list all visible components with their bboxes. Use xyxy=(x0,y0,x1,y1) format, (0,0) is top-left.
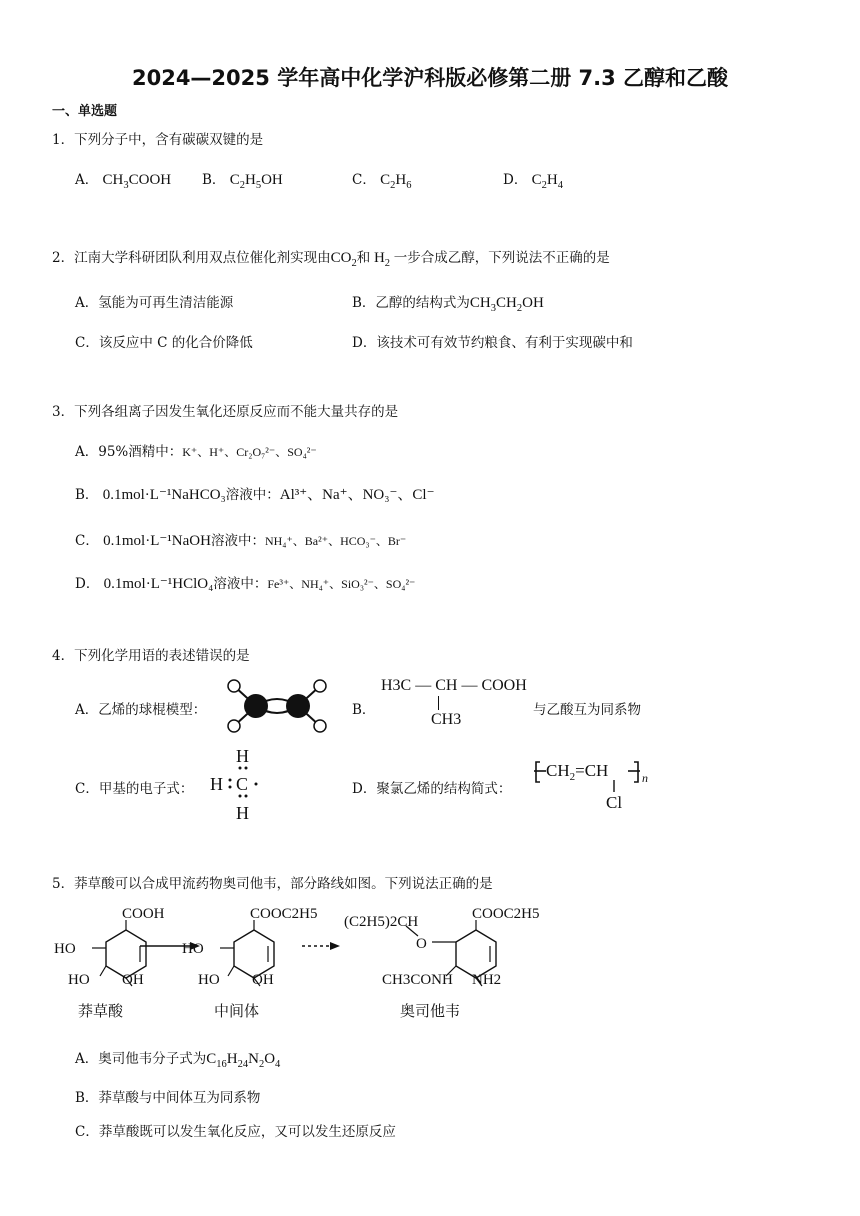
pvc-structure xyxy=(530,756,670,816)
name-oseltamivir: 奥司他韦 xyxy=(400,1004,461,1020)
q1-c-formula: $C_2H_6$ xyxy=(380,172,412,191)
q3-b-mid: 溶液中： xyxy=(225,487,280,503)
q3-option-b[interactable] xyxy=(75,483,435,504)
q4-option-d[interactable]: D．聚氯乙烯的结构简式： xyxy=(352,781,512,797)
q3-b-ions: Al³⁺、Na⁺、NO₃⁻、Cl⁻ xyxy=(279,487,435,503)
option-label: D． xyxy=(503,172,528,188)
electron-c-center: C xyxy=(236,774,249,794)
q3-stem: 3．下列各组离子因发生氧化还原反应而不能大量共存的是 xyxy=(52,404,399,420)
q4-option-b-label[interactable]: B． xyxy=(352,702,376,718)
q1-option-c[interactable] xyxy=(352,168,412,189)
m2-oh-bottom: OH xyxy=(252,972,274,988)
q3-c-ions: NH₄⁺、Ba²⁺、HCO₃⁻、Br⁻ xyxy=(264,534,407,548)
q2-stem-pre: 2．江南大学科研团队利用双点位催化剂实现由 xyxy=(52,250,331,266)
intermediate-structure xyxy=(182,906,318,988)
q5-stem: 5．莽草酸可以合成甲流药物奥司他韦，部分路线如图。下列说法正确的是 xyxy=(52,876,493,892)
q5-option-c[interactable]: C．莽草酸既可以发生氧化反应，又可以发生还原反应 xyxy=(75,1124,396,1140)
q1-option-d[interactable] xyxy=(503,168,563,189)
oseltamivir-structure xyxy=(344,906,540,988)
q1-option-a[interactable] xyxy=(75,168,171,189)
q4-b-struct-bottom: CH3 xyxy=(431,711,462,728)
m1-ho-bottom: HO xyxy=(68,972,90,988)
q2-option-c[interactable]: C．该反应中 C 的化合价降低 xyxy=(75,335,253,351)
m1-cooh: COOH xyxy=(122,906,165,922)
q1-a-formula: $CH_3COOH$ xyxy=(102,172,172,191)
q3-c-mid: 溶液中： xyxy=(210,533,265,549)
m2-ho-left: HO xyxy=(182,941,204,957)
q3-d-conc: 0.1mol·L⁻¹HClO₄ xyxy=(103,576,214,592)
bond-line xyxy=(438,696,439,710)
q2-option-d[interactable]: D．该技术可有效节约粮食、有利于实现碳中和 xyxy=(352,335,633,351)
name-intermediate: 中间体 xyxy=(214,1004,260,1020)
electron-h-bottom: H xyxy=(236,803,249,823)
synthesis-route-diagram xyxy=(48,900,568,1030)
m3-ether: (C2H5)2CH xyxy=(344,914,419,930)
option-label: B． xyxy=(75,487,99,503)
q4-b-struct-top: H3C — CH — COOH xyxy=(381,677,527,694)
q5-option-a[interactable] xyxy=(75,1047,280,1068)
m3-acetamido: CH3CONH xyxy=(382,972,453,988)
q2-stem xyxy=(52,246,610,267)
q3-d-mid: 溶液中： xyxy=(213,576,268,592)
q3-a-ions: K⁺、H⁺、Cr₂O₇²⁻、SO₄²⁻ xyxy=(182,445,317,459)
ethylene-ball-stick-model xyxy=(222,676,332,736)
q1-b-formula: $C_2H_5OH$ xyxy=(229,172,283,191)
option-label: B． xyxy=(202,172,226,188)
m1-ho-left: HO xyxy=(54,941,76,957)
option-label: C． xyxy=(352,172,376,188)
q2-option-b[interactable] xyxy=(352,291,544,312)
methyl-electron-formula xyxy=(204,744,274,824)
q3-option-d[interactable] xyxy=(75,572,415,593)
q4-stem: 4．下列化学用语的表述错误的是 xyxy=(52,648,250,664)
h2-formula: $H_2$ xyxy=(370,250,391,269)
m3-oxygen: O xyxy=(416,936,427,952)
pvc-n: n xyxy=(642,771,648,785)
q3-b-conc: 0.1mol·L⁻¹NaHCO₃ xyxy=(102,487,226,503)
q4-option-c[interactable]: C．甲基的电子式： xyxy=(75,781,194,797)
electron-h-left: H xyxy=(210,774,223,794)
ethanol-formula: $CH_3CH_2OH$ xyxy=(469,295,544,314)
m2-cooc2h5: COOC2H5 xyxy=(250,906,318,922)
q3-a-pre: A．95%酒精中： xyxy=(75,444,183,460)
q2-stem-post: 一步合成乙醇，下列说法不正确的是 xyxy=(393,250,610,266)
m3-cooc2h5: COOC2H5 xyxy=(472,906,540,922)
q1-stem: 1．下列分子中，含有碳碳双键的是 xyxy=(52,132,264,148)
q1-d-formula: $C_2H_4$ xyxy=(531,172,563,191)
name-shikimic-acid: 莽草酸 xyxy=(78,1004,124,1020)
option-label: C． xyxy=(75,533,99,549)
m2-ho-bottom: HO xyxy=(198,972,220,988)
q3-d-ions: Fe³⁺、NH₄⁺、SiO₃²⁻、SO₄²⁻ xyxy=(267,577,416,591)
q2-b-pre: B．乙醇的结构式为 xyxy=(352,295,470,311)
q5-option-b[interactable]: B．莽草酸与中间体互为同系物 xyxy=(75,1090,261,1106)
pvc-cl: Cl xyxy=(606,793,623,812)
m3-amino: NH2 xyxy=(472,972,502,988)
q3-option-c[interactable] xyxy=(75,529,406,550)
q3-c-conc: 0.1mol·L⁻¹NaOH xyxy=(103,533,211,549)
shikimic-acid-structure xyxy=(54,906,165,988)
q1-option-b[interactable] xyxy=(202,168,283,189)
co2-formula: $CO_2$ xyxy=(330,250,357,269)
q5-a-pre: A．奥司他韦分子式为 xyxy=(75,1051,207,1067)
pvc-repeat-unit: $CH_2=CH$ xyxy=(546,761,609,783)
q2-stem-mid: 和 xyxy=(356,250,371,266)
section-heading: 一、单选题 xyxy=(52,104,118,119)
q4-b-post: 与乙酸互为同系物 xyxy=(533,702,641,718)
q2-option-a[interactable]: A．氢能为可再生清洁能源 xyxy=(75,295,234,311)
oseltamivir-formula: $C_{16}H_{24}N_2O_4$ xyxy=(206,1051,281,1070)
q3-option-a[interactable] xyxy=(75,440,317,460)
electron-h-top: H xyxy=(236,746,249,766)
option-label: A． xyxy=(75,172,99,188)
q4-option-a[interactable]: A．乙烯的球棍模型： xyxy=(75,702,207,718)
m1-oh-bottom: OH xyxy=(122,972,144,988)
page-title: 2024—2025 学年高中化学沪科版必修第二册 7.3 乙醇和乙酸 xyxy=(131,66,729,90)
option-label: D． xyxy=(75,576,100,592)
